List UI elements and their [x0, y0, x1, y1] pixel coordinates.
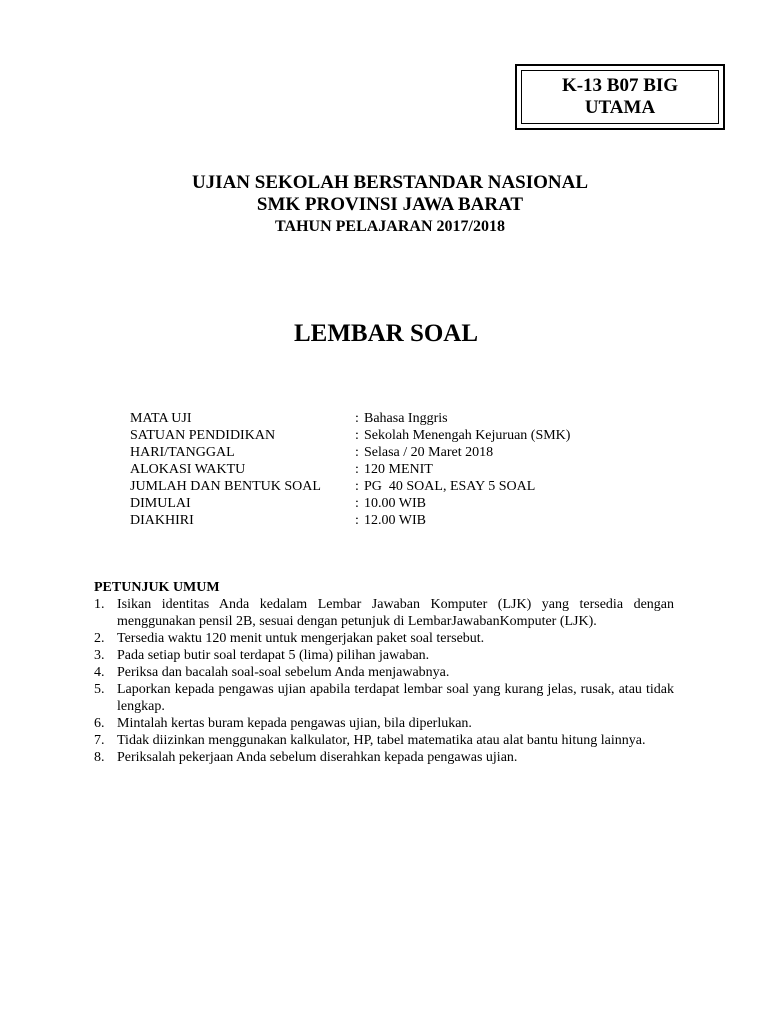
- instruction-text: Periksalah pekerjaan Anda sebelum diserahkan kepada pengawas ujian.: [117, 750, 518, 765]
- instruction-text: Tersedia waktu 120 menit untuk mengerjakan paket soal tersebut.: [117, 631, 485, 646]
- instructions-title: PETUNJUK UMUM: [94, 580, 220, 595]
- instruction-text: Tidak diizinkan menggunakan kalkulator, HP, tabel matematika atau alat bantu hitung lainnya.: [117, 733, 646, 748]
- info-separator: :: [355, 479, 359, 494]
- info-row: [130, 427, 570, 444]
- info-label: MATA UJI: [130, 411, 192, 426]
- instruction-number: 8.: [94, 750, 105, 765]
- info-separator: :: [355, 462, 359, 477]
- info-row: [130, 478, 570, 495]
- instruction-text: Isikan identitas Anda kedalam Lembar Jawaban Komputer (LJK) yang tersedia dengan menggunakan pensil 2B, sesuai dengan petunjuk di LembarJawabanKomputer (LJK).: [117, 597, 674, 629]
- info-row: [130, 461, 570, 478]
- info-label: DIAKHIRI: [130, 513, 194, 528]
- instruction-text: Pada setiap butir soal terdapat 5 (lima) pilihan jawaban.: [117, 648, 430, 663]
- info-separator: :: [355, 496, 359, 511]
- instruction-text: Laporkan kepada pengawas ujian apabila terdapat lembar soal yang kurang jelas, rusak, atau tidak lengkap.: [117, 682, 674, 714]
- instruction-item: [94, 732, 674, 749]
- info-separator: :: [355, 513, 359, 528]
- exam-code-line2: UTAMA: [584, 97, 656, 118]
- info-separator: :: [355, 428, 359, 443]
- instruction-item: [94, 630, 674, 647]
- info-label: JUMLAH DAN BENTUK SOAL: [130, 479, 321, 494]
- exam-code-box: [515, 64, 725, 130]
- info-label: ALOKASI WAKTU: [130, 462, 246, 477]
- exam-code-box-inner: [521, 70, 719, 124]
- instruction-item: [94, 647, 674, 664]
- instruction-number: 5.: [94, 682, 105, 697]
- exam-code-line1: K-13 B07 BIG: [561, 75, 679, 96]
- exam-info-table: [130, 410, 570, 529]
- instruction-text: Mintalah kertas buram kepada pengawas ujian, bila diperlukan.: [117, 716, 472, 731]
- info-label: HARI/TANGGAL: [130, 445, 235, 460]
- instruction-number: 4.: [94, 665, 105, 680]
- exam-header-line3: TAHUN PELAJARAN 2017/2018: [275, 218, 505, 235]
- instruction-item: [94, 596, 674, 630]
- info-value: 120 MENIT: [364, 462, 433, 477]
- info-value: Selasa / 20 Maret 2018: [364, 445, 494, 460]
- info-row: [130, 444, 570, 461]
- info-label: DIMULAI: [130, 496, 191, 511]
- exam-header-line2: SMK PROVINSI JAWA BARAT: [256, 194, 524, 215]
- instruction-item: [94, 664, 674, 681]
- info-value: PG 40 SOAL, ESAY 5 SOAL: [364, 479, 536, 494]
- instruction-item: [94, 681, 674, 715]
- instruction-text: Periksa dan bacalah soal-soal sebelum Anda menjawabnya.: [117, 665, 450, 680]
- info-row: [130, 512, 570, 529]
- info-value: Bahasa Inggris: [364, 411, 448, 426]
- instruction-number: 2.: [94, 631, 105, 646]
- exam-header-line1: UJIAN SEKOLAH BERSTANDAR NASIONAL: [191, 172, 589, 193]
- info-value: 10.00 WIB: [364, 496, 426, 511]
- page-title: LEMBAR SOAL: [293, 320, 479, 347]
- general-instructions: [94, 579, 674, 766]
- info-value: Sekolah Menengah Kejuruan (SMK): [364, 428, 571, 443]
- info-separator: :: [355, 411, 359, 426]
- instruction-item: [94, 715, 674, 732]
- instruction-number: 3.: [94, 648, 105, 663]
- info-label: SATUAN PENDIDIKAN: [130, 428, 276, 443]
- instruction-item: [94, 749, 674, 766]
- instruction-number: 6.: [94, 716, 105, 731]
- info-value: 12.00 WIB: [364, 513, 426, 528]
- info-separator: :: [355, 445, 359, 460]
- instruction-number: 7.: [94, 733, 105, 748]
- info-row: [130, 495, 570, 512]
- instruction-number: 1.: [94, 597, 105, 612]
- info-row: [130, 410, 570, 427]
